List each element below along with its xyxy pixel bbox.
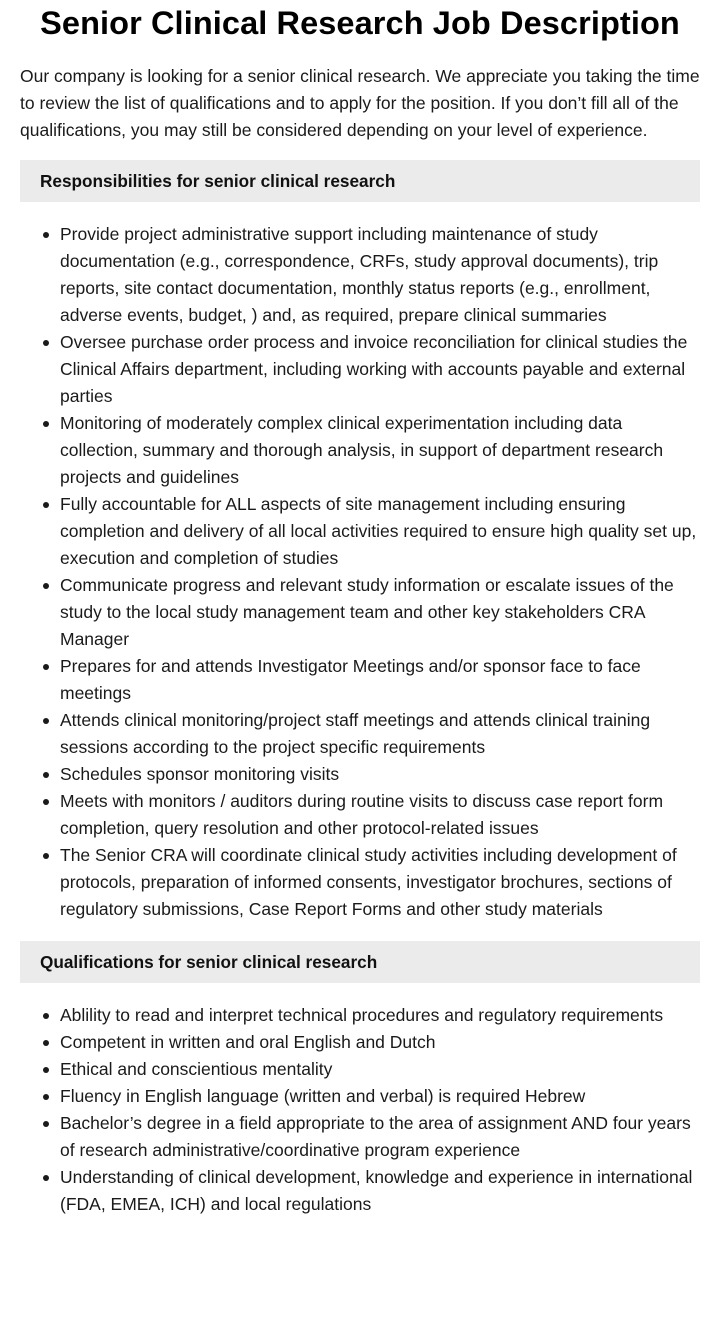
responsibilities-list [20,221,700,923]
list-item: Bachelor’s degree in a field appropriate to the area of assignment AND four years of research administrative/coordinative program experience [60,1110,700,1164]
list-item: Fully accountable for ALL aspects of site management including ensuring completion and delivery of all local activities required to ensure high quality set up, execution and completion of studies [60,491,700,572]
qualifications-list [20,1002,700,1218]
page-title: Senior Clinical Research Job Description [40,5,680,41]
list-item: Ablility to read and interpret technical procedures and regulatory requirements [60,1002,700,1029]
list-item: Understanding of clinical development, knowledge and experience in international (FDA, EMEA, ICH) and local regulations [60,1164,700,1218]
list-item: Schedules sponsor monitoring visits [60,761,700,788]
list-item: The Senior CRA will coordinate clinical study activities including development of protocols, preparation of informed consents, investigator brochures, sections of regulatory submissions, Case Report Forms and other study materials [60,842,700,923]
list-item: Competent in written and oral English and Dutch [60,1029,700,1056]
list-item: Meets with monitors / auditors during routine visits to discuss case report form completion, query resolution and other protocol-related issues [60,788,700,842]
list-item: Provide project administrative support including maintenance of study documentation (e.g., correspondence, CRFs, study approval documents), trip reports, site contact documentation, monthly status reports (e.g., enrollment, adverse events, budget, ) and, as required, prepare clinical summaries [60,221,700,329]
list-item: Attends clinical monitoring/project staff meetings and attends clinical training sessions according to the project specific requirements [60,707,700,761]
qualifications-heading: Qualifications for senior clinical research [20,941,700,983]
list-item: Monitoring of moderately complex clinical experimentation including data collection, summary and thorough analysis, in support of department research projects and guidelines [60,410,700,491]
responsibilities-heading: Responsibilities for senior clinical research [20,160,700,202]
list-item: Ethical and conscientious mentality [60,1056,700,1083]
list-item: Communicate progress and relevant study information or escalate issues of the study to the local study management team and other key stakeholders CRA Manager [60,572,700,653]
list-item: Fluency in English language (written and verbal) is required Hebrew [60,1083,700,1110]
list-item: Prepares for and attends Investigator Meetings and/or sponsor face to face meetings [60,653,700,707]
intro-paragraph: Our company is looking for a senior clinical research. We appreciate you taking the time to review the list of qualifications and to apply for the position. If you don’t fill all of the qualifications, you may still be considered depending on your level of experience. [20,66,700,140]
list-item: Oversee purchase order process and invoice reconciliation for clinical studies the Clinical Affairs department, including working with accounts payable and external parties [60,329,700,410]
